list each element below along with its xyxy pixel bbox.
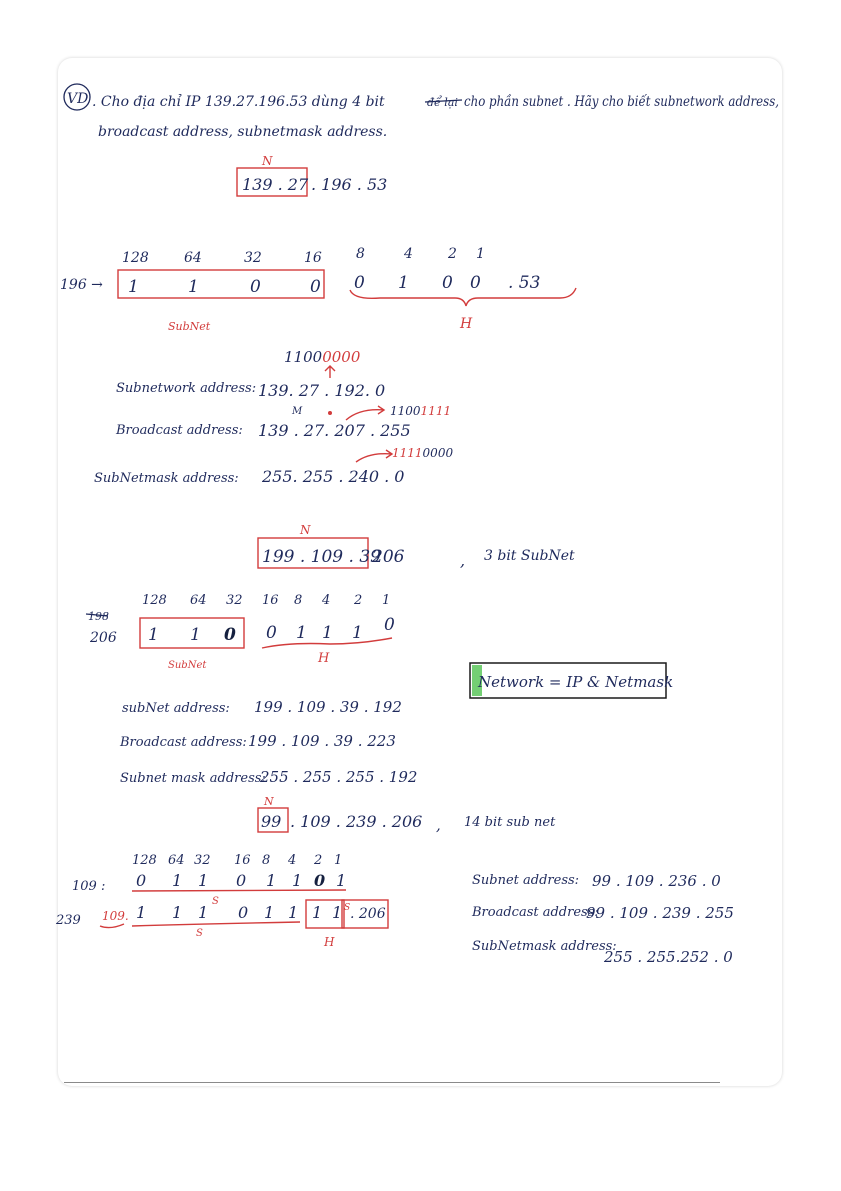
ex2-comma: , xyxy=(460,551,466,570)
ex2-network-part: 199 . 109 . 39 xyxy=(262,547,381,567)
ex2-subnet-bit: 1 xyxy=(190,625,201,645)
ex3-weight: 128 xyxy=(132,853,157,868)
ex1-host-bit: 0 xyxy=(354,273,365,293)
ex1-host-part: . 196 . 53 xyxy=(311,175,388,194)
ex1-subnet-box xyxy=(118,270,324,298)
problem-struck: để lại xyxy=(427,96,458,109)
ex2-host-bit: 1 xyxy=(296,623,307,643)
ex2-n-label: N xyxy=(300,523,311,537)
ex3-row2-bit: 1 xyxy=(288,903,299,922)
ex2-weight: 128 xyxy=(142,593,167,608)
ex2-mask-label: Subnet mask address: xyxy=(120,771,266,786)
ex3-row2-prefix: 109. xyxy=(102,909,129,923)
ex1-n-label: N xyxy=(262,154,273,168)
ex1-weight: 64 xyxy=(184,250,202,266)
ex3-row2-bit: 1 xyxy=(136,903,147,922)
ex3-row2-bit: 1 xyxy=(264,903,275,922)
ex2-subnet-value: 199 . 109 . 39 . 192 xyxy=(254,698,402,716)
ex3-row2-host-bit: 1 xyxy=(312,903,323,922)
ex1-binary: 11000000 xyxy=(284,348,361,366)
example-2 xyxy=(86,523,673,786)
ex1-host-bit: 0 xyxy=(442,273,453,293)
ex2-broadcast-value: 199 . 109 . 39 . 223 xyxy=(248,732,396,750)
ex1-host-tail: . 53 xyxy=(508,273,541,293)
ex2-subnet-label-row: subNet address: xyxy=(122,701,230,716)
ex3-mask-value: 255 . 255.252 . 0 xyxy=(604,948,733,966)
ex1-subnetwork-label: Subnetwork address: xyxy=(116,381,257,396)
ex2-broadcast-label: Broadcast address: xyxy=(120,735,247,750)
ex2-weight: 4 xyxy=(322,593,331,608)
ex2-weight: 2 xyxy=(354,593,363,608)
ex1-mask-label: SubNetmask address: xyxy=(94,471,239,486)
ex3-s-mark: S xyxy=(212,896,219,907)
ex3-s-mark-2: S xyxy=(344,903,351,913)
ex1-host-bit: 1 xyxy=(398,273,409,293)
ex1-weight: 4 xyxy=(404,246,413,262)
ex2-host-bit: 1 xyxy=(352,623,363,643)
problem-line-1a: . Cho địa chỉ IP 139.27.196.53 dùng 4 bit xyxy=(92,94,385,110)
ex3-subnet-value: 99 . 109 . 236 . 0 xyxy=(592,872,721,890)
ex3-row1-bit: 1 xyxy=(336,871,347,890)
ex1-weight: 2 xyxy=(448,246,457,262)
ex1-broadcast-value: 139 . 27. 207 . 255 xyxy=(258,421,411,440)
ex3-row1-bit: 0 xyxy=(236,871,247,890)
ex3-row2-bit: 1 xyxy=(198,903,209,922)
problem-line-1b: cho phần subnet . Hãy cho biết subnetwork address, xyxy=(464,94,839,110)
ex3-weight: 4 xyxy=(288,853,297,868)
ex3-row2-host-bit: 1 xyxy=(332,903,343,922)
ex1-weight: 8 xyxy=(356,246,365,262)
ex3-subnet-note: 14 bit sub net xyxy=(464,815,556,830)
ex1-up-arrow xyxy=(325,366,335,378)
ex2-subnet-bit: 0 xyxy=(224,625,236,645)
ex2-weight: 8 xyxy=(294,593,303,608)
ex1-subnetwork-value: 139. 27 . 192. 0 xyxy=(258,381,386,400)
ex3-prefix-underline xyxy=(100,924,124,928)
ex1-host-bit: 0 xyxy=(470,273,481,293)
ex2-weight: 1 xyxy=(382,593,391,608)
ex3-broadcast-label: Broadcast address: xyxy=(472,905,599,920)
formula-text: Network = IP & Netmask xyxy=(478,673,674,691)
ex3-weight: 2 xyxy=(314,853,323,868)
ex2-mask-value: 255 . 255 . 255 . 192 xyxy=(260,768,418,786)
ex1-red-dot xyxy=(328,411,332,415)
ex1-broadcast-arrow xyxy=(346,406,384,420)
ex3-host-part: . 109 . 239 . 206 xyxy=(290,812,423,831)
ex3-row1-bit: 0 xyxy=(314,871,326,890)
ex3-n-label: N xyxy=(264,795,274,808)
ex1-m-label: M xyxy=(292,406,303,417)
ex1-host-label: H xyxy=(460,316,473,332)
ex1-broadcast-binary: 11001111 xyxy=(390,404,452,418)
ex3-row1-bit: 1 xyxy=(198,871,209,890)
ex3-row1-bit: 1 xyxy=(172,871,183,890)
ex1-octet-label: 196 → xyxy=(60,277,103,293)
ex3-row1-bit: 0 xyxy=(136,871,147,890)
ex3-mask-label: SubNetmask address: xyxy=(472,939,617,954)
ex3-weight: 32 xyxy=(194,853,211,868)
ex1-weight: 1 xyxy=(476,246,485,262)
ex2-subnet-label: SubNet xyxy=(168,660,207,671)
ex2-subnet-bit: 1 xyxy=(148,625,159,645)
ex3-network-part: 99 xyxy=(261,812,282,831)
ex2-weight: 64 xyxy=(190,593,207,608)
ex1-mask-arrow xyxy=(356,450,392,462)
ex2-host-label: H xyxy=(318,651,330,666)
ex2-subnet-note: 3 bit SubNet xyxy=(484,548,575,564)
ex3-weight: 16 xyxy=(234,853,251,868)
ex1-host-brace xyxy=(350,288,576,306)
ex1-broadcast-label: Broadcast address: xyxy=(116,423,243,438)
problem-line-2: broadcast address, subnetmask address. xyxy=(98,124,388,140)
ex2-host-octet: 206 xyxy=(372,547,405,567)
ex2-weight: 32 xyxy=(226,593,243,608)
ex1-subnet-bit: 0 xyxy=(310,277,321,297)
vd-label: VD xyxy=(67,91,89,107)
example-1 xyxy=(60,84,839,486)
ex1-mask-value: 255. 255 . 240 . 0 xyxy=(262,467,405,486)
ex1-subnet-bit: 0 xyxy=(250,277,261,297)
ex1-weight: 16 xyxy=(304,250,322,266)
ex3-row1-underline xyxy=(132,890,346,891)
ex3-comma: , xyxy=(436,816,441,834)
ex3-row2-bit: 0 xyxy=(238,903,249,922)
ex3-weight: 8 xyxy=(262,853,271,868)
ex1-weight: 128 xyxy=(122,250,149,266)
ex2-weight: 16 xyxy=(262,593,279,608)
ex1-subnet-bit: 1 xyxy=(128,277,139,297)
ex1-network-part: 139 . 27 xyxy=(242,175,309,194)
ex1-mask-binary: 11110000 xyxy=(392,446,454,460)
ex2-octet: 206 xyxy=(90,630,117,646)
ex3-row1-label: 109 : xyxy=(72,879,106,894)
ex3-weight: 64 xyxy=(168,853,185,868)
example-3 xyxy=(55,795,734,966)
ex2-host-bit: 0 xyxy=(266,623,277,643)
ex3-row2-underline xyxy=(132,922,300,926)
ex3-row1-bit: 1 xyxy=(266,871,277,890)
ex2-host-bit: 1 xyxy=(322,623,333,643)
ex2-host-bit: 0 xyxy=(384,615,395,635)
ex3-row2-bit: 1 xyxy=(172,903,183,922)
ex3-weight: 1 xyxy=(334,853,343,868)
ex1-weight: 32 xyxy=(244,250,262,266)
ex2-octet-struck: 198 xyxy=(88,610,109,623)
ex3-row2-label: 239 xyxy=(56,913,81,928)
ex3-host-label: H xyxy=(324,935,335,949)
ex3-row1-bit: 1 xyxy=(292,871,303,890)
ex3-subnet-label: Subnet address: xyxy=(472,873,580,888)
ex3-row2-tail: . 206 xyxy=(350,906,386,922)
ex3-s-label: S xyxy=(196,928,203,939)
ex3-broadcast-value: 99 . 109 . 239 . 255 xyxy=(586,904,734,922)
ex1-subnet-label: SubNet xyxy=(168,320,211,333)
ex1-subnet-bit: 1 xyxy=(188,277,199,297)
